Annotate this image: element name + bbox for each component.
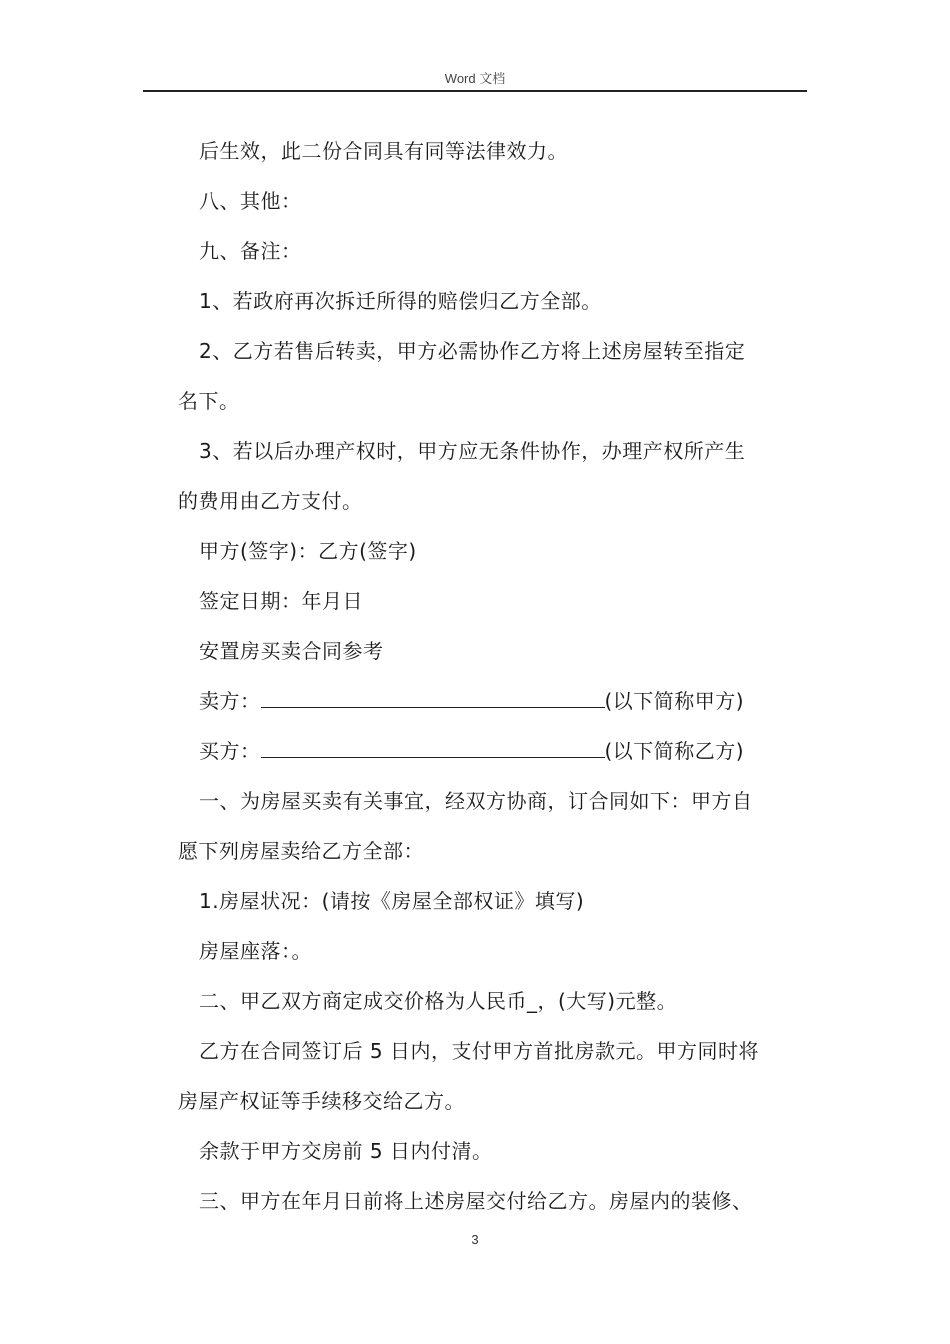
section-heading-notes: 九、备注： [199, 239, 302, 263]
buyer-suffix: (以下简称乙方) [604, 739, 745, 763]
seller-suffix: (以下简称甲方) [604, 689, 745, 713]
page-header [143, 62, 807, 92]
note-item-1: 1、若政府再次拆迁所得的赔偿归乙方全部。 [199, 289, 602, 313]
note-item-3: 3、若以后办理产权时，甲方应无条件协作，办理产权所产生 [199, 439, 746, 463]
balance-terms: 余款于甲方交房前 5 日内付清。 [199, 1139, 493, 1163]
document-body [178, 126, 808, 1226]
note-item-2: 2、乙方若售后转卖，甲方必需协作乙方将上述房屋转至指定 [199, 339, 746, 363]
payment-terms: 乙方在合同签订后 5 日内，支付甲方首批房款元。甲方同时将 [199, 1039, 759, 1063]
section-heading-other: 八、其他： [199, 189, 302, 213]
signature-line: 甲方(签字)：乙方(签字) [199, 539, 417, 563]
buyer-line [178, 726, 808, 776]
payment-terms-continued: 房屋产权证等手续移交给乙方。 [178, 1089, 465, 1113]
buyer-blank [261, 735, 605, 758]
note-item-3-continued: 的费用由乙方支付。 [178, 489, 363, 513]
contract-title: 安置房买卖合同参考 [199, 639, 384, 663]
house-status: 1.房屋状况：(请按《房屋全部权证》填写) [199, 889, 585, 913]
house-location: 房屋座落：。 [199, 939, 312, 963]
clause-2: 二、甲乙双方商定成交价格为人民币_，(大写)元整。 [199, 989, 678, 1013]
clause-1-continued: 愿下列房屋卖给乙方全部： [178, 839, 424, 863]
clause-1: 一、为房屋买卖有关事宜，经双方协商，订合同如下：甲方自 [199, 789, 753, 813]
note-item-2-continued: 名下。 [178, 389, 240, 413]
paragraph: 后生效，此二份合同具有同等法律效力。 [199, 139, 568, 163]
page-number: 3 [471, 1232, 479, 1247]
header-title: Word 文档 [444, 71, 506, 86]
signing-date: 签定日期：年月日 [199, 589, 363, 613]
buyer-label: 买方： [199, 739, 261, 763]
seller-blank [261, 685, 605, 708]
clause-3: 三、甲方在年月日前将上述房屋交付给乙方。房屋内的装修、 [199, 1189, 753, 1213]
seller-label: 卖方： [199, 689, 261, 713]
seller-line [178, 676, 808, 726]
